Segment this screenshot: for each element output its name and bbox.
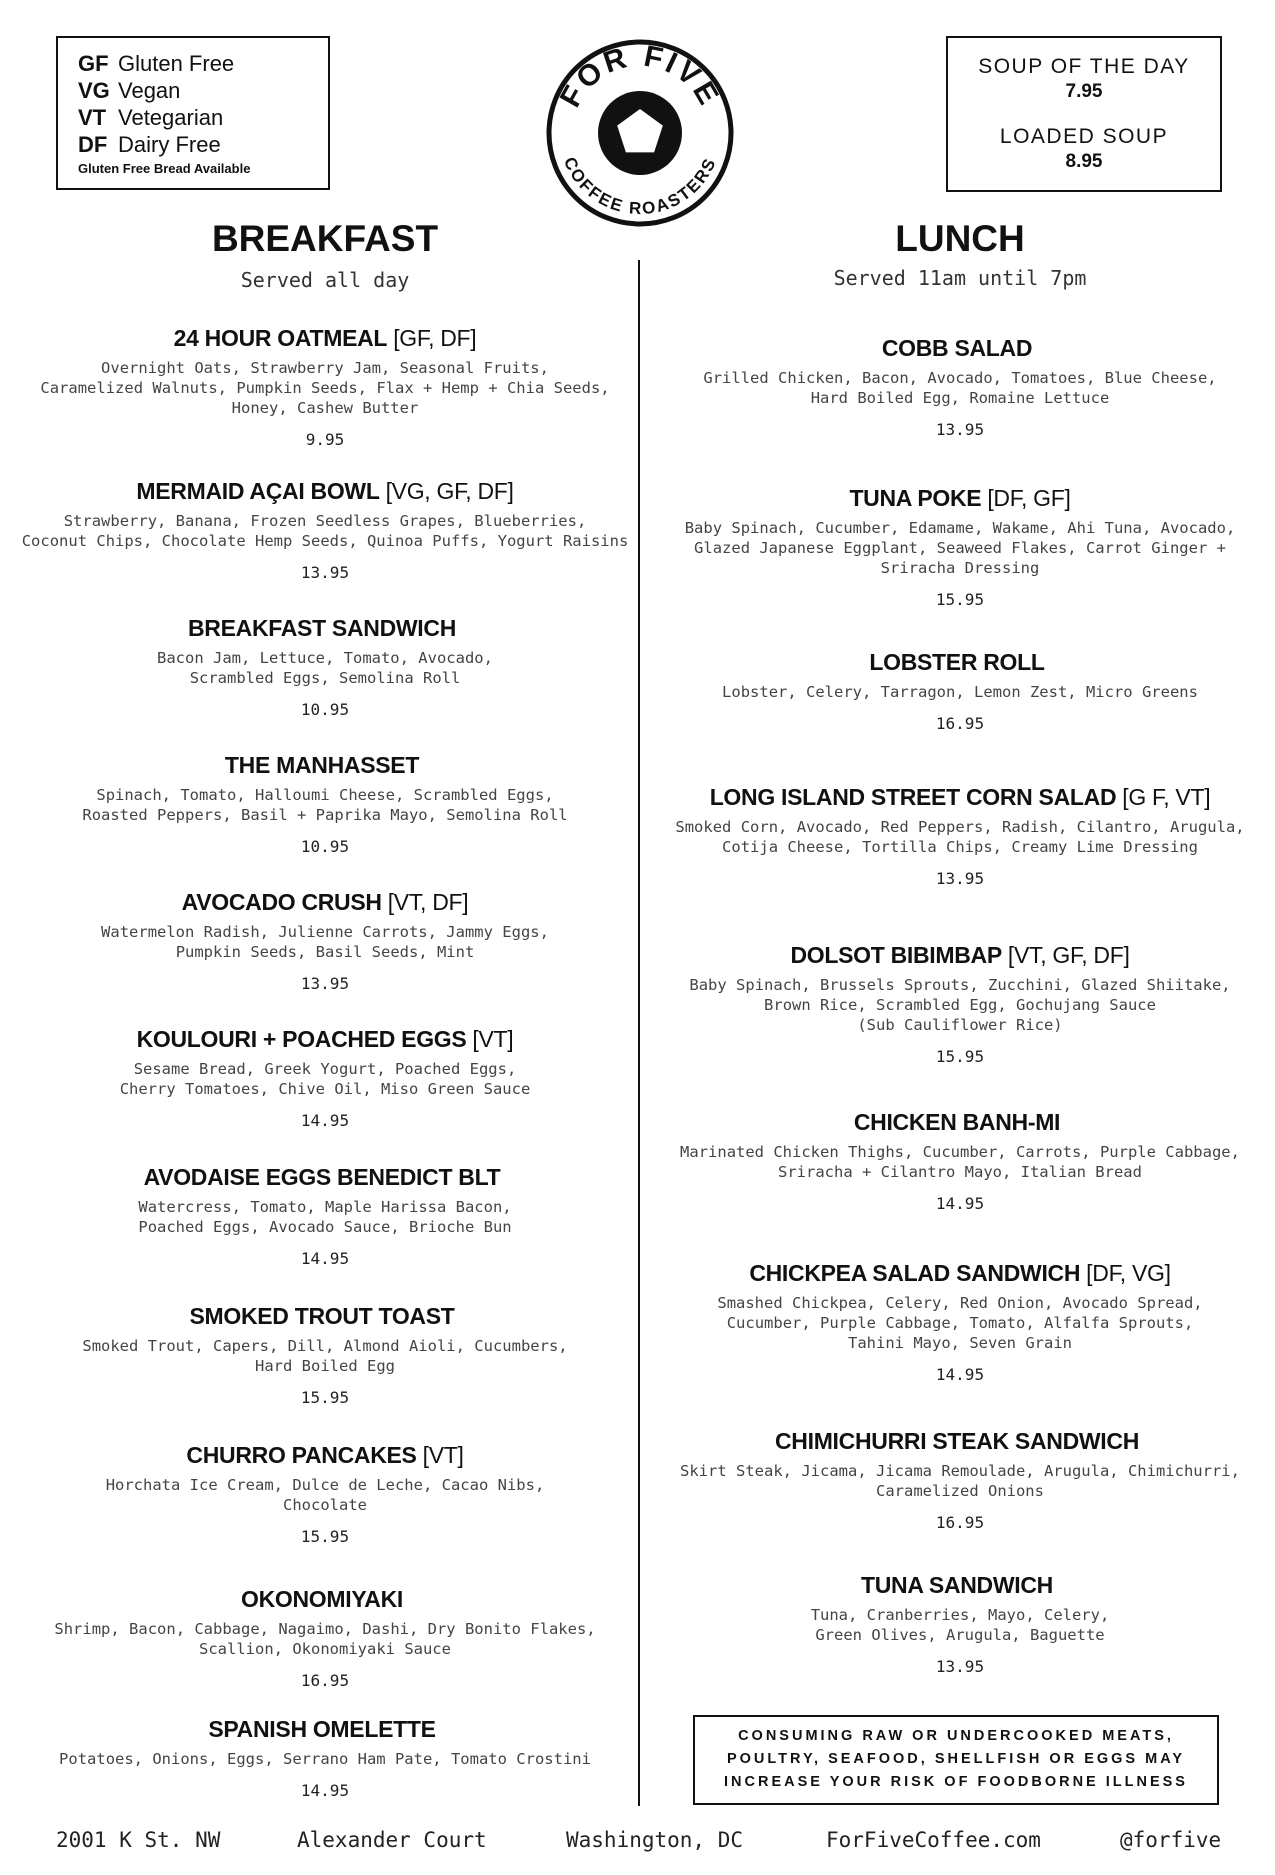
legend-code: DF xyxy=(78,132,108,157)
legend-row-gf xyxy=(78,50,328,77)
menu-item xyxy=(18,324,632,449)
breakfast-title: BREAKFAST xyxy=(211,218,439,259)
loaded-soup-price: 8.95 xyxy=(1065,151,1103,172)
item-price: 13.95 xyxy=(935,1657,985,1676)
item-description: Sesame Bread, Greek Yogurt, Poached Eggs, Cherry Tomatoes, Chive Oil, Miso Green Sauce xyxy=(119,1060,531,1098)
food-safety-warning xyxy=(693,1715,1219,1805)
soup-of-the-day-label: SOUP OF THE DAY xyxy=(978,55,1190,78)
item-price: 14.95 xyxy=(935,1365,985,1384)
item-name: AVODAISE EGGS BENEDICT BLT xyxy=(143,1164,501,1190)
item-price: 10.95 xyxy=(300,700,350,719)
logo-bottom-text: COFFEE ROASTERS xyxy=(559,154,721,219)
warning-line: INCREASE YOUR RISK OF FOODBORNE ILLNESS xyxy=(724,1774,1188,1790)
item-name: 24 HOUR OATMEAL xyxy=(173,325,388,351)
item-tags: [G F, VT] xyxy=(1122,784,1211,810)
item-description: Potatoes, Onions, Eggs, Serrano Ham Pate, Tomato Crostini xyxy=(59,1750,591,1768)
item-name: THE MANHASSET xyxy=(224,752,420,778)
item-price: 14.95 xyxy=(300,1781,350,1800)
item-tags: [VT] xyxy=(472,1026,514,1052)
warning-line: CONSUMING RAW OR UNDERCOOKED MEATS, xyxy=(738,1728,1174,1744)
item-name: AVOCADO CRUSH xyxy=(181,889,382,915)
item-price: 15.95 xyxy=(935,1047,985,1066)
legend-label: Vetegarian xyxy=(118,105,224,130)
item-price: 14.95 xyxy=(300,1249,350,1268)
menu-item xyxy=(662,1571,1258,1676)
item-description: Smoked Corn, Avocado, Red Peppers, Radish, Cilantro, Arugula, Cotija Cheese, Tortilla Chips, Creamy Lime Dressing xyxy=(675,818,1245,856)
column-divider xyxy=(638,260,640,1806)
item-name: CHURRO PANCAKES xyxy=(186,1442,417,1468)
logo-top-text: FOR FIVE xyxy=(553,39,727,113)
legend-row-df xyxy=(78,131,328,158)
item-name: CHICKPEA SALAD SANDWICH xyxy=(749,1260,1081,1286)
item-name: DOLSOT BIBIMBAP xyxy=(790,942,1002,968)
lunch-subtitle: Served 11am until 7pm xyxy=(833,266,1087,290)
menu-item xyxy=(662,1427,1258,1532)
menu-item xyxy=(662,648,1258,733)
menu-item xyxy=(18,614,632,719)
item-price: 14.95 xyxy=(300,1111,350,1130)
menu-item xyxy=(18,1585,632,1690)
item-price: 9.95 xyxy=(305,430,345,449)
footer-city: Washington, DC xyxy=(566,1828,744,1852)
soup-box xyxy=(946,36,1222,192)
legend-label: Gluten Free xyxy=(118,51,235,76)
item-description: Watermelon Radish, Julienne Carrots, Jammy Eggs, Pumpkin Seeds, Basil Seeds, Mint xyxy=(101,923,549,961)
menu-item xyxy=(18,1441,632,1546)
item-name: COBB SALAD xyxy=(881,335,1033,361)
item-name: KOULOURI + POACHED EGGS xyxy=(136,1026,467,1052)
item-description: Horchata Ice Cream, Dulce de Leche, Cacao Nibs, Chocolate xyxy=(105,1476,545,1514)
footer-address: 2001 K St. NW xyxy=(56,1828,221,1852)
footer-website-link[interactable]: ForFiveCoffee.com xyxy=(826,1828,1041,1852)
footer-court: Alexander Court xyxy=(297,1828,487,1852)
menu-item xyxy=(662,941,1258,1066)
item-description: Strawberry, Banana, Frozen Seedless Grapes, Blueberries, Coconut Chips, Chocolate Hemp Seeds, Quinoa Puffs, Yogurt Raisins xyxy=(21,512,629,550)
item-tags: [DF, GF] xyxy=(987,485,1071,511)
item-description: Smashed Chickpea, Celery, Red Onion, Avocado Spread, Cucumber, Purple Cabbage, Tomato, Alfalfa Sprouts, Tahini Mayo, Seven Grain xyxy=(717,1294,1203,1352)
item-tags: [VG, GF, DF] xyxy=(385,478,514,504)
dietary-legend xyxy=(56,36,330,190)
legend-label: Vegan xyxy=(118,78,181,103)
menu-item xyxy=(662,1108,1258,1213)
menu-item xyxy=(18,1302,632,1407)
item-description: Lobster, Celery, Tarragon, Lemon Zest, Micro Greens xyxy=(722,683,1198,701)
item-description: Bacon Jam, Lettuce, Tomato, Avocado, Scrambled Eggs, Semolina Roll xyxy=(157,649,493,687)
item-name: TUNA POKE xyxy=(849,485,982,511)
item-price: 13.95 xyxy=(300,974,350,993)
gluten-free-bread-note: Gluten Free Bread Available xyxy=(78,161,251,176)
legend-row-vg xyxy=(78,77,328,104)
for-five-logo xyxy=(545,38,735,228)
item-price: 14.95 xyxy=(935,1194,985,1213)
item-tags: [GF, DF] xyxy=(393,325,477,351)
item-price: 13.95 xyxy=(300,563,350,582)
item-description: Watercress, Tomato, Maple Harissa Bacon, Poached Eggs, Avocado Sauce, Brioche Bun xyxy=(138,1198,512,1236)
item-price: 13.95 xyxy=(935,869,985,888)
item-name: LONG ISLAND STREET CORN SALAD xyxy=(709,784,1117,810)
menu-item xyxy=(18,1163,632,1268)
legend-label: Dairy Free xyxy=(118,132,221,157)
item-description: Grilled Chicken, Bacon, Avocado, Tomatoes, Blue Cheese, Hard Boiled Egg, Romaine Lettuce xyxy=(703,369,1217,407)
item-tags: [DF, VG] xyxy=(1086,1260,1171,1286)
item-description: Marinated Chicken Thighs, Cucumber, Carrots, Purple Cabbage, Sriracha + Cilantro Mayo, Italian Bread xyxy=(680,1143,1240,1181)
legend-row-vt xyxy=(78,104,328,131)
item-name: SPANISH OMELETTE xyxy=(208,1716,436,1742)
menu-item xyxy=(18,1025,632,1130)
menu-item xyxy=(662,1259,1258,1384)
item-price: 13.95 xyxy=(935,420,985,439)
menu-item xyxy=(662,484,1258,609)
item-name: MERMAID AÇAI BOWL xyxy=(136,478,380,504)
item-price: 16.95 xyxy=(935,1513,985,1532)
item-tags: [VT, DF] xyxy=(387,889,469,915)
menu-item xyxy=(662,783,1258,888)
item-description: Baby Spinach, Brussels Sprouts, Zucchini, Glazed Shiitake, Brown Rice, Scrambled Egg, Gochujang Sauce (Sub Cauliflower Rice) xyxy=(689,976,1231,1034)
item-name: LOBSTER ROLL xyxy=(869,649,1045,675)
item-name: OKONOMIYAKI xyxy=(241,1586,403,1612)
lunch-title: LUNCH xyxy=(895,218,1025,259)
loaded-soup-label: LOADED SOUP xyxy=(999,125,1169,148)
item-description: Baby Spinach, Cucumber, Edamame, Wakame, Ahi Tuna, Avocado, Glazed Japanese Eggplant, Seaweed Flakes, Carrot Ginger + Sriracha Dressing xyxy=(684,519,1236,577)
item-description: Spinach, Tomato, Halloumi Cheese, Scrambled Eggs, Roasted Peppers, Basil + Paprika Mayo, Semolina Roll xyxy=(82,786,568,824)
item-name: BREAKFAST SANDWICH xyxy=(187,615,457,641)
item-tags: [VT] xyxy=(422,1442,464,1468)
item-description: Smoked Trout, Capers, Dill, Almond Aioli, Cucumbers, Hard Boiled Egg xyxy=(82,1337,568,1375)
warning-line: POULTRY, SEAFOOD, SHELLFISH OR EGGS MAY xyxy=(726,1751,1186,1767)
soup-of-the-day-price: 7.95 xyxy=(1065,81,1103,102)
item-name: CHIMICHURRI STEAK SANDWICH xyxy=(774,1428,1140,1454)
item-name: TUNA SANDWICH xyxy=(860,1572,1053,1598)
menu-item xyxy=(18,888,632,993)
item-name: SMOKED TROUT TOAST xyxy=(189,1303,455,1329)
item-price: 10.95 xyxy=(300,837,350,856)
item-description: Skirt Steak, Jicama, Jicama Remoulade, Arugula, Chimichurri, Caramelized Onions xyxy=(680,1462,1240,1500)
legend-code: VG xyxy=(78,78,110,103)
item-price: 16.95 xyxy=(300,1671,350,1690)
legend-code: VT xyxy=(78,105,107,130)
legend-code: GF xyxy=(78,51,109,76)
item-price: 15.95 xyxy=(935,590,985,609)
footer-social-handle[interactable]: @forfive xyxy=(1120,1828,1222,1852)
item-name: CHICKEN BANH-MI xyxy=(853,1109,1061,1135)
item-description: Overnight Oats, Strawberry Jam, Seasonal Fruits, Caramelized Walnuts, Pumpkin Seeds, Flax + Hemp + Chia Seeds, Honey, Cashew Butter xyxy=(40,359,610,417)
item-tags: [VT, GF, DF] xyxy=(1007,942,1130,968)
item-description: Tuna, Cranberries, Mayo, Celery, Green Olives, Arugula, Baguette xyxy=(810,1606,1110,1644)
item-price: 15.95 xyxy=(300,1388,350,1407)
item-price: 15.95 xyxy=(300,1527,350,1546)
menu-item xyxy=(18,751,632,856)
menu-item xyxy=(18,1715,632,1800)
item-price: 16.95 xyxy=(935,714,985,733)
menu-item xyxy=(18,477,632,582)
item-description: Shrimp, Bacon, Cabbage, Nagaimo, Dashi, Dry Bonito Flakes, Scallion, Okonomiyaki Sauce xyxy=(54,1620,596,1658)
breakfast-subtitle: Served all day xyxy=(240,268,410,292)
menu-item xyxy=(662,334,1258,439)
